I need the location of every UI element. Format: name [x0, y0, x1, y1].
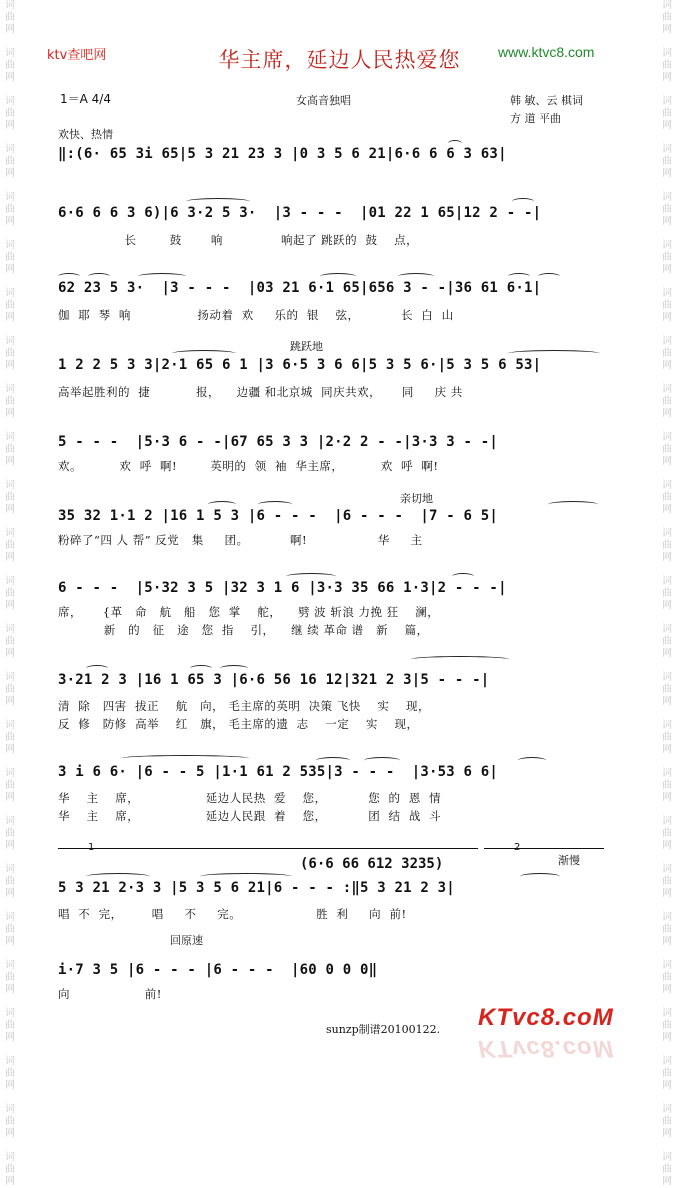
tempo-mark-2: 跳跃地 — [290, 340, 323, 353]
slur — [448, 140, 462, 147]
slur — [138, 273, 186, 280]
transcription-credit: sunzp制谱20100122. — [326, 1023, 441, 1036]
slur — [120, 755, 250, 762]
score-line-2: 6·6 6 6 3 6)|6 3·2 5 3· |3 - - - |01 22 1 65|12 2 - -| — [58, 205, 542, 221]
volta-bracket-1 — [58, 848, 478, 849]
lyric-line-5: 欢。 欢 呼 啊! 英明的 领 袖 华主席， 欢 呼 啊! — [58, 459, 439, 473]
slur — [200, 873, 292, 880]
slur — [208, 501, 236, 508]
logo-reflection: KTvc8.coM — [478, 1035, 614, 1062]
slur — [86, 665, 108, 672]
volta-1-label: 1 — [88, 842, 95, 853]
tempo-mark-4: 渐慢 — [558, 854, 580, 867]
lyricist: 韩 敏、云 棋词 — [510, 94, 583, 107]
slur — [548, 501, 598, 508]
slur — [88, 273, 110, 280]
slur — [452, 573, 474, 580]
watermark-right: 词 曲 网 词 曲 网 词 曲 网 词 曲 网 词 曲 网 词 曲 网 词 曲 网 词 曲 网 词 曲 网 词 曲 网 词 曲 网 词 曲 网 词 曲 网 词 曲 网 词 曲 网 词 曲 网 词 曲 网 词 曲 网 词 曲 网 词 曲 网 词 曲 网 词 曲 网 词 曲 网 词 曲 网 词 曲 网 — [662, 0, 672, 1187]
brand-right-url: www.ktvc8.com — [498, 44, 595, 60]
slur — [508, 350, 600, 357]
slur — [258, 501, 292, 508]
intro-phrase: (6·6 66 612 3235) — [300, 856, 444, 872]
tempo-mark-1: 欢快、热情 — [58, 128, 113, 141]
score-line-5: 5 - - - |5·3 6 - -|67 65 3 3 |2·2 2 - -|3·3 3 - -| — [58, 434, 499, 450]
lyric-line-9a: 华 主 席， 延边人民热 爱 您， 您 的 恩 情 — [58, 791, 442, 805]
lyric-line-2: 长 鼓 响 响起了 跳跃的 鼓 点， — [58, 233, 419, 247]
lyric-line-3: 伽 耶 琴 响 扬动着 欢 乐的 银 弦， 长 白 山 — [58, 308, 454, 322]
slur — [190, 665, 212, 672]
slur — [220, 665, 248, 672]
lyric-line-7a: 席， {革 命 航 船 您 掌 舵， 劈 波 斩浪 力挽 狂 澜， — [58, 605, 440, 619]
ktvc8-logo — [478, 1004, 623, 1034]
slur — [320, 273, 356, 280]
slur — [538, 273, 560, 280]
score-line-3: 62 23 5 3· |3 - - - |03 21 6·1 65|656 3 - -|36 61 6·1| — [58, 280, 542, 296]
lyric-line-10: 唱 不 完， 唱 不 完。 胜 利 向 前! — [58, 907, 407, 921]
slur — [364, 757, 400, 764]
slur — [508, 273, 530, 280]
tempo-mark-3: 亲切地 — [400, 492, 433, 505]
lyric-line-4: 高举起胜利的 捷 报， 边疆 和北京城 同庆共欢， 同 庆 共 — [58, 385, 463, 399]
key-signature: 1＝A 4/4 — [60, 92, 111, 106]
score-line-6: 35 32 1·1 2 |16 1 5 3 |6 - - - |6 - - - |7 - 6 5| — [58, 508, 499, 524]
watermark-left: 词 曲 网 词 曲 网 词 曲 网 词 曲 网 词 曲 网 词 曲 网 词 曲 网 词 曲 网 词 曲 网 词 曲 网 词 曲 网 词 曲 网 词 曲 网 词 曲 网 词 曲 网 词 曲 网 词 曲 网 词 曲 网 词 曲 网 词 曲 网 词 曲 网 词 曲 网 词 曲 网 词 曲 网 词 曲 网 — [5, 0, 15, 1187]
score-line-7: 6 - - - |5·32 3 5 |32 3 1 6 |3·3 35 66 1·3|2 - - -| — [58, 580, 507, 596]
slur — [398, 273, 434, 280]
score-line-10: 5 3 21 2·3 3 |5 3 5 6 21|6 - - - :‖5 3 21 2 3| — [58, 880, 455, 896]
score-line-11: i·7 3 5 |6 - - - |6 - - - |60 0 0 0‖ — [58, 962, 378, 978]
lyric-line-9b: 华 主 席， 延边人民跟 着 您， 团 结 战 斗 — [58, 809, 442, 823]
song-title: 华主席，延边人民热爱您 — [218, 48, 461, 72]
lyric-line-8a: 清 除 四害 拔正 航 向， 毛主席的英明 决策 飞快 实 现， — [58, 699, 431, 713]
volta-2-label: 2 — [514, 842, 521, 853]
slur — [172, 350, 236, 357]
score-line-9: 3 i 6 6· |6 - - 5 |1·1 61 2 535|3 - - - |3·53 6 6| — [58, 764, 499, 780]
lyric-line-6: 粉碎了“四 人 帮” 反党 集 团。 啊! 华 主 — [58, 533, 423, 547]
volta-bracket-2 — [484, 848, 604, 849]
slur — [286, 573, 336, 580]
score-line-8: 3·21 2 3 |16 1 65 3 |6·6 56 16 12|321 2 3|5 - - -| — [58, 672, 490, 688]
slur — [520, 873, 560, 880]
slur — [512, 198, 534, 205]
score-line-1: ‖:(6· 65 3i 65|5 3 21 23 3 |0 3 5 6 21|6·6 6 6 3 63| — [58, 146, 507, 162]
lyric-line-11: 向 前! — [58, 987, 162, 1001]
slur — [58, 273, 80, 280]
slur — [86, 873, 150, 880]
lyric-line-8b: 反 修 防修 高举 红 旗， 毛主席的遗 志 一定 实 现， — [58, 717, 419, 731]
slur — [518, 757, 546, 764]
composer: 方 道 平曲 — [510, 112, 561, 125]
logo-text: KTvc8.coM — [478, 1004, 614, 1031]
brand-left-label: ktv查吧网 — [47, 48, 107, 63]
slur — [410, 656, 510, 663]
lyric-line-7b: 新 的 征 途 您 指 引， 继 续 革命 谱 新 篇， — [58, 623, 429, 637]
score-line-4: 1 2 2 5 3 3|2·1 65 6 1 |3 6·5 3 6 6|5 3 5 6·|5 3 5 6 53| — [58, 357, 542, 373]
slur — [316, 757, 350, 764]
subtitle: 女高音独唱 — [296, 94, 351, 107]
tempo-mark-5: 回原速 — [170, 934, 203, 947]
slur — [186, 198, 250, 205]
